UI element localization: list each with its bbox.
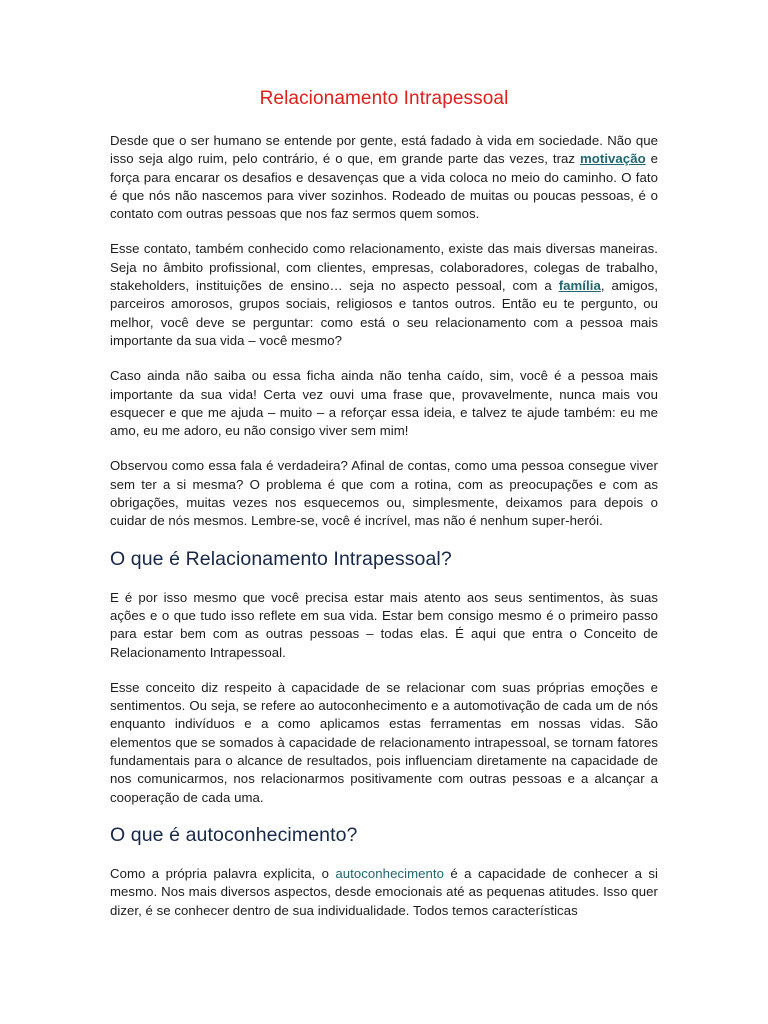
paragraph-4: Observou como essa fala é verdadeira? Afinal de contas, como uma pessoa consegue viver sem ter a si mesma? O problema é que com a rotina, com as preocupações e com as obrigações, muitas vezes nos esquecemos ou, simplesmente, deixamos para depois o cuidar de nós mesmos. Lembre-se, você é incrível, mas não é nenhum super-herói. [110, 458, 658, 529]
document-page [110, 88, 658, 937]
autoconhecimento-link[interactable]: autoconhecimento [335, 865, 444, 881]
paragraph-1-text-start: Desde que o ser humano se entende por gente, está fadado à vida em sociedade. Não que isso seja algo ruim, pelo contrário, é o que, em grande parte das vezes, traz [110, 133, 658, 167]
paragraph-3: Caso ainda não saiba ou essa ficha ainda não tenha caído, sim, você é a pessoa mais importante da sua vida! Certa vez ouvi uma frase que, provavelmente, nunca mais vou esquecer e que me ajuda – muito – a reforçar essa ideia, e talvez te ajude também: eu me amo, eu me adoro, eu não consigo viver sem mim! [110, 368, 658, 439]
paragraph-1 [110, 132, 658, 223]
paragraph-2-text-end: , amigos, parceiros amorosos, grupos sociais, religiosos e tantos outros. Então eu te pergunto, ou melhor, você deve se perguntar: como está o seu relacionamento com a pessoa mais importante da sua vida – você mesmo? [110, 278, 658, 348]
motivacao-link[interactable]: motivação [580, 151, 646, 167]
paragraph-2 [110, 240, 658, 350]
paragraph-6: Esse conceito diz respeito à capacidade de se relacionar com suas próprias emoções e sentimentos. Ou seja, se refere ao autoconhecimento e a automotivação de cada um de nós enquanto indivíduos e a como aplicamos estas ferramentas em nossas vidas. São elementos que se somados à capacidade de relacionamento intrapessoal, se tornam fatores fundamentais para o alcance de resultados, pois influenciam diretamente na capacidade de nos comunicarmos, nos relacionarmos positivamente com outras pessoas e a alcançar a cooperação de cada uma. [110, 679, 658, 805]
paragraph-2-text-start: Esse contato, também conhecido como relacionamento, existe das mais diversas maneiras. Seja no âmbito profissional, com clientes, empresas, colaboradores, colegas de trabalho, stakeholders, instituições de ensino… seja no aspecto pessoal, com a [110, 241, 658, 294]
paragraph-7-text-end: é a capacidade de conhecer a si mesmo. Nos mais diversos aspectos, desde emocionais até as pequenas atitudes. Isso quer dizer, é se conhecer dentro de sua individualidade. Todos temos características [110, 865, 658, 918]
paragraph-7 [110, 865, 658, 920]
section-heading-intrapessoal: O que é Relacionamento Intrapessoal? [110, 547, 452, 570]
familia-link[interactable]: família [558, 278, 601, 294]
document-title: Relacionamento Intrapessoal [259, 88, 509, 109]
paragraph-7-text-start: Como a própria palavra explicita, o [110, 865, 336, 881]
paragraph-1-text-end: e força para encarar os desafios e desavenças que a vida coloca no meio do caminho. O fato é que nós não nascemos para viver sozinhos. Rodeado de muitas ou poucas pessoas, é o contato com outras pessoas que nos faz sermos quem somos. [110, 151, 658, 222]
paragraph-5: E é por isso mesmo que você precisa estar mais atento aos seus sentimentos, às suas ações e o que tudo isso reflete em sua vida. Estar bem consigo mesmo é o primeiro passo para estar bem com as outras pessoas – todas elas. É aqui que entra o Conceito de Relacionamento Intrapessoal. [110, 589, 658, 660]
section-heading-autoconhecimento: O que é autoconhecimento? [110, 823, 358, 846]
